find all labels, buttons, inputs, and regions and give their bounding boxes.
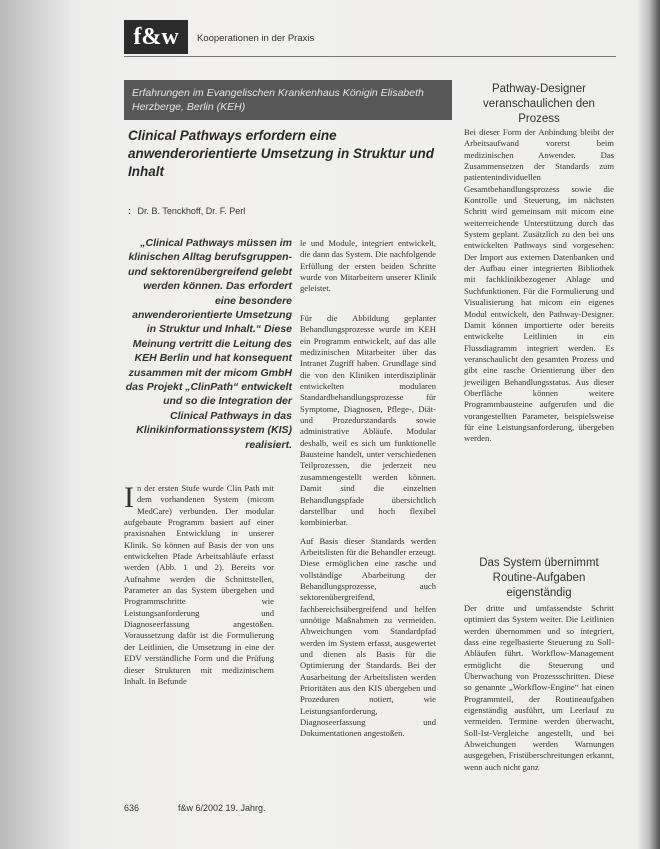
page-gutter-shadow <box>0 0 70 849</box>
body-paragraph: Für die Abbildung geplanter Behandlungsprozesse wurde im KEH ein Programm entwickelt, auf das alle medizinischen Mitarbeiter über das Intranet Zugriff haben. Grundlage sind die von den Kliniken interdisziplinär entwickelten modularen Standardbehandlungsprozesse für Symptome, Diagnosen, Pflege-, Diät- und Prozedurstandards sowie administrative Abläufe. Modular deshalb, weil es sich um funktionelle Bausteine handelt, unter verschiedenen Teilprozessen, die jederzeit neu zusammengestellt werden können. Damit sind die einzelnen Behandlungspfade übersichtlich darstellbar und hoch flexibel kombinierbar. <box>300 313 436 528</box>
drop-cap: I <box>124 481 134 514</box>
page-number: 636 <box>124 803 140 813</box>
body-column-middle <box>300 313 436 747</box>
subheading: Das System übernimmt Routine-Aufgaben eigenständig <box>479 557 599 599</box>
header-rule <box>124 56 616 57</box>
body-paragraph: Der dritte und umfassendste Schritt optimiert das System weiter. Die Leitlinien werden übernommen und so integriert, dass eine regelbasierte Steuerung zu Soll-Abläufen führt. Workflow-Management ermöglicht die Steuerung und Überwachung von Prozessschritten. Diese so genannte „Workflow-Engine“ hat einen Programmteil, der Routineaufgaben eigenständig ausführt, um Leerlauf zu vermeiden. Termine werden überwacht, Soll-Ist-Vergleiche angestellt, und bei Abweichungen werden Warnungen ausgegeben, Fristüberschreitungen erkannt, wenn auch nicht ganz <box>464 603 614 772</box>
body-column-right <box>464 127 614 452</box>
body-column-middle-top <box>300 238 436 302</box>
article-authors <box>128 206 245 216</box>
journal-logo: f&w <box>124 20 188 54</box>
body-paragraph: n der ersten Stufe wurde Clin Path mit dem vorhandenen System (micom MedCare) verbunden. Der modular aufgebaute Programm basiert auf einer praxisnahen Entwicklung in unserer Klinik. So können auf Basis der von uns entwickelten Pfade Arbeitsabläufe erfasst werden (Abb. 1 und 2). Bereits vor Aufnahme werden die Schnittstellen, Parameter an das System übergeben und Programmschritte wie Leistungsanforderung und Diagnoseerfassung angestoßen. Voraussetzung dafür ist die Formulierung der Leitlinien, die Umsetzung in eine der EDV verständliche Form und die Prüfung dieser Strukturen mit medizinischem Inhalt. In Befunde <box>124 483 274 686</box>
author-names: Dr. B. Tenckhoff, Dr. F. Perl <box>137 206 246 216</box>
body-paragraph: Auf Basis dieser Standards werden Arbeitslisten für die Behandler erzeugt. Diese ermöglichen eine rasche und vollständige Abarbeitung der Behandlungsprozesse, auch sektorenübergreifend, fachbereichsübergreifend und helfen unnötige Maßnahmen zu vermeiden. Abweichungen vom Standardpfad werden im System erfasst, ausgewertet und dienen als Basis für die Optimierung der Standards. Bei der Ausarbeitung der Arbeitslisten werden Prioritäten aus den KIS übergeben und Prozeduren notiert, wie Leistungsanforderung, Diagnoseerfassung und Dokumentationen angestoßen. <box>300 535 436 739</box>
body-column-right-lower <box>464 603 614 780</box>
section-title: Kooperationen in der Praxis <box>197 33 315 44</box>
page-edge-shadow <box>638 0 660 849</box>
subheading: Pathway-Designer veranschaulichen den Prozess <box>483 83 595 125</box>
article-lead-quote: „Clinical Pathways müssen im klinischen Alltag berufsgruppen- und sektorenübergreifend gelebt werden können. Das erfordert eine besondere anwenderorientierte Umsetzung in Struktur und Inhalt.“ Diese Meinung vertritt die Leitung des KEH Berlin und hat konsequent zusammen mit der micom GmbH das Projekt „ClinPath“ entwickelt und so die Integration der Clinical Pathways in das Klinikinformationssystem (KIS) realisiert. <box>125 237 292 451</box>
body-paragraph: Bei dieser Form der Anbindung bleibt der Arbeitsaufwand vorerst beim medizinischen Anwender. Das Zusammensetzen der Standards zum patientenindividuellen Gesamtbehandlungsprozess sowie die Kontrolle und Steuerung, im nächsten Schritt wird gemeinsam mit micom eine weiterreichende Unterstützung durch das System geplant. Zusätzlich zu den bei uns entwickelten Pathways sind vorgesehen: Der Import aus externen Datenbanken und der Aufbau einer integrierten Bibliothek mit fachklinikbezogener Ablage und Suchfunktionen. Für die Formulierung und Visualisierung hat micom ein eigenes Modul entwickelt, den Pathway-Designer. Damit können importierte oder bereits entwickelte Leitlinien in ein Flussdiagramm integriert werden. Es veranschaulicht den gesamten Prozess und gibt eine rasche Orientierung über den jeweiligen Behandlungsstatus. Aus dieser Oberfläche können weitere Programmbausteine aufgerufen und die vorangestellten Parameter, beispielsweise für eine Leistungsanforderung, übergeben werden. <box>464 127 614 444</box>
article-headline: Clinical Pathways erfordern eine anwenderorientierte Umsetzung in Struktur und Inhalt <box>128 128 435 179</box>
body-paragraph: le und Module, integriert entwickelt, die dann das System. Die nachfolgende Erfüllung der ersten beiden Schritte wurde von Mitarbeitern unserer Klinik geleistet. <box>300 238 436 294</box>
journal-issue: f&w 6/2002 19. Jahrg. <box>178 803 266 813</box>
author-bullet-icon: : <box>128 206 131 216</box>
body-column-left <box>124 483 274 687</box>
article-kicker-banner: Erfahrungen im Evangelischen Krankenhaus Königin Elisabeth Herzberge, Berlin (KEH) <box>124 80 452 120</box>
